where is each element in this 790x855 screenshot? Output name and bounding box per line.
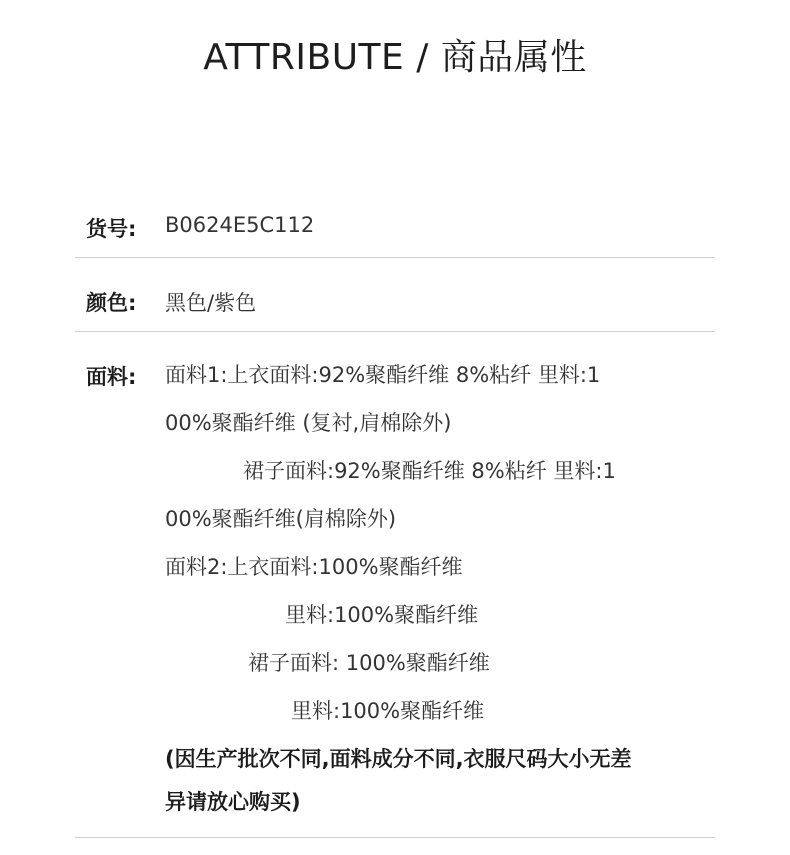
fabric-row: [75, 332, 715, 838]
sku-row: [75, 200, 715, 258]
fabric-line: 裙子面料:92%聚酯纤维 8%粘纤 里料:1: [243, 459, 616, 483]
fabric-line: 面料2:上衣面料:100%聚酯纤维: [165, 555, 463, 579]
fabric-line: 00%聚酯纤维(肩棉除外): [165, 507, 397, 531]
fabric-line: 00%聚酯纤维 (复衬,肩棉除外): [165, 411, 452, 435]
sku-value: B0624E5C112: [165, 213, 315, 237]
sku-label: 货号:: [86, 217, 137, 241]
color-value: 黑色/紫色: [165, 291, 257, 315]
color-label: 颜色:: [86, 291, 137, 315]
color-row: [75, 258, 715, 332]
fabric-line: 面料1:上衣面料:92%聚酯纤维 8%粘纤 里料:1: [165, 363, 601, 387]
fabric-line: 里料:100%聚酯纤维: [285, 603, 479, 627]
fabric-note: (因生产批次不同,面料成分不同,衣服尺码大小无差: [165, 747, 632, 771]
fabric-line: 里料:100%聚酯纤维: [291, 699, 485, 723]
fabric-label: 面料:: [86, 365, 137, 389]
fabric-note: 异请放心购买): [165, 790, 301, 814]
fabric-line: 裙子面料: 100%聚酯纤维: [248, 651, 490, 675]
page-title: ATTRIBUTE / 商品属性: [203, 37, 587, 78]
